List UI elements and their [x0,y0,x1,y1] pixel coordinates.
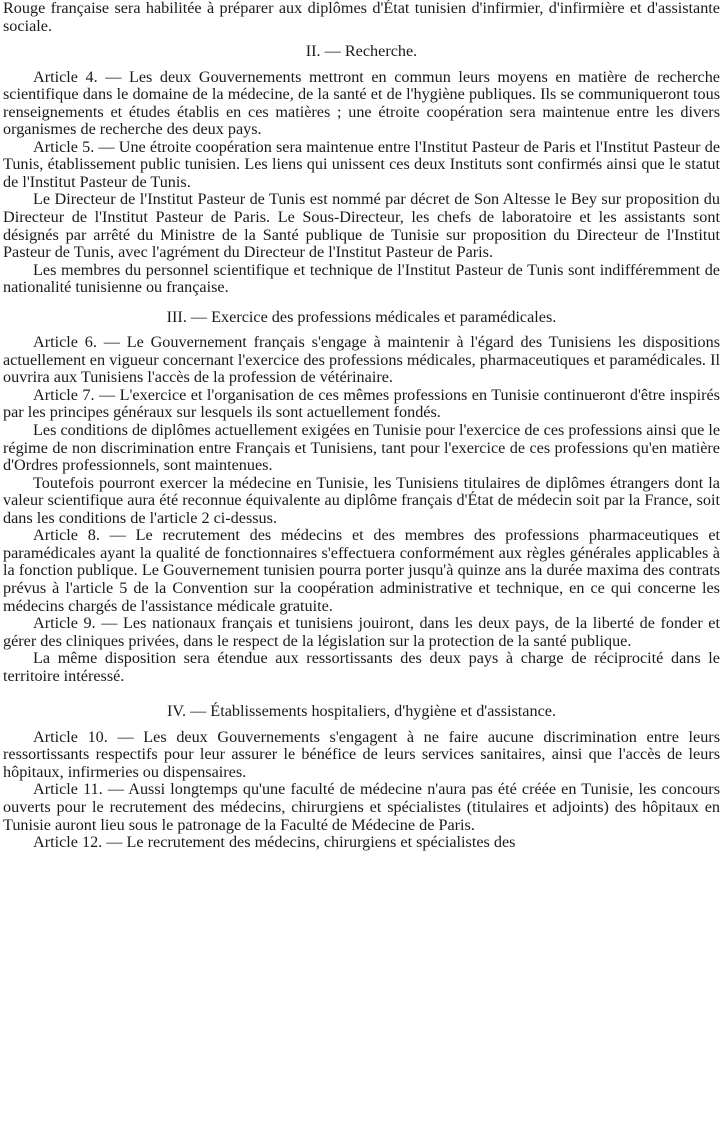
paragraph-personnel: Les membres du personnel scientifique et technique de l'Institut Pasteur de Tunis sont indifféremment de nationalité tunisienne ou française. [3,260,720,297]
paragraph-article-4: Article 4. — Les deux Gouvernements mettront en commun leurs moyens en matière de recherche scientifique dans le domaine de la médecine, de la santé et de l'hygiène publiques. Ils se communiqueront tous renseignements et études établis en ces matières ; une étroite coopération sera maintenue entre les divers organismes de recherche des deux pays. [3,67,720,139]
paragraph-article-9: Article 9. — Les nationaux français et tunisiens jouiront, dans les deux pays, de la liberté de fonder et gérer des cliniques privées, dans le respect de la législation sur la protection de la santé publique. [3,614,720,650]
section-heading-recherche: II. — Recherche. [305,42,418,61]
paragraph-directeur: Le Directeur de l'Institut Pasteur de Tunis est nommé par décret de Son Altesse le Bey sur proposition du Directeur de l'Institut Pasteur de Paris. Le Sous-Directeur, les chefs de laboratoire et les assistants sont désignés par arrêté du Ministre de la Santé publique de Tunisie sur proposition du Directeur de l'Institut Pasteur de Tunis, avec l'agrément du Directeur de l'Institut Pasteur de Paris. [3,190,720,262]
paragraph-toutefois: Toutefois pourront exercer la médecine en Tunisie, les Tunisiens titulaires de diplômes étrangers dont la valeur scientifique aura été reconnue équivalente au diplôme français d'État de médecin soit par la France, soit dans les conditions de l'article 2 ci-dessus. [3,473,720,527]
paragraph-article-8: Article 8. — Le recrutement des médecins et des membres des professions pharmaceutiques et paramédicales ayant la qualité de fonctionnaires s'effectuera conformément aux règles générales applicables à la fonction publique. Le Gouvernement tunisien pourra porter jusqu'à quinze ans la durée maxima des contrats prévus à l'article 5 de la Convention sur la coopération administrative et technique, en ce qui concerne les médecins chargés de l'assistance médicale gratuite. [3,526,720,615]
paragraph-article-10: Article 10. — Les deux Gouvernements s'engagent à ne faire aucune discrimination entre leurs ressortissants respectifs pour leur assurer le bénéfice de leurs services sanitaires, ainsi que l'accès de leurs hôpitaux, infirmeries ou dispensaires. [3,727,720,781]
paragraph-continuation: Rouge française sera habilitée à préparer aux diplômes d'État tunisien d'infirmier, d'infirmière et d'assistante sociale. [3,0,720,35]
section-heading-professions: III. — Exercice des professions médicales et paramédicales. [166,307,557,326]
paragraph-article-7: Article 7. — L'exercice et l'organisation de ces mêmes professions en Tunisie continueront d'être inspirés par les principes généraux sur lesquels ils sont actuellement fondés. [3,385,720,422]
paragraph-article-12: Article 12. — Le recrutement des médecins, chirurgiens et spécialistes des [33,833,516,852]
paragraph-article-11: Article 11. — Aussi longtemps qu'une faculté de médecine n'aura pas été créée en Tunisie, les concours ouverts pour le recrutement des médecins, chirurgiens et spécialistes (titulaires et adjoints) des hôpitaux en Tunisie auront lieu sous le patronage de la Faculté de Médecine de Paris. [3,780,720,834]
paragraph-article-6: Article 6. — Le Gouvernement français s'engage à maintenir à l'égard des Tunisiens les dispositions actuellement en vigueur concernant l'exercice des professions médicales, pharmaceutiques et paramédicales. Il ouvrira aux Tunisiens l'accès de la profession de vétérinaire. [3,333,720,387]
paragraph-article-5: Article 5. — Une étroite coopération sera maintenue entre l'Institut Pasteur de Paris et l'Institut Pasteur de Tunis, établissement public tunisien. Les liens qui unissent ces deux Instituts sont confirmés ainsi que le statut de l'Institut Pasteur de Tunis. [3,137,720,191]
paragraph-meme-disposition: La même disposition sera étendue aux ressortissants des deux pays à charge de réciprocité dans le territoire intéressé. [3,649,720,685]
section-heading-etablissements: IV. — Établissements hospitaliers, d'hygiène et d'assistance. [166,702,556,721]
paragraph-conditions-diplomes: Les conditions de diplômes actuellement exigées en Tunisie pour l'exercice de ces professions ainsi que le régime de non discrimination entre Français et Tunisiens, tant pour l'exercice de ces professions qu'en matière d'Ordres professionnels, sont maintenues. [3,421,720,475]
